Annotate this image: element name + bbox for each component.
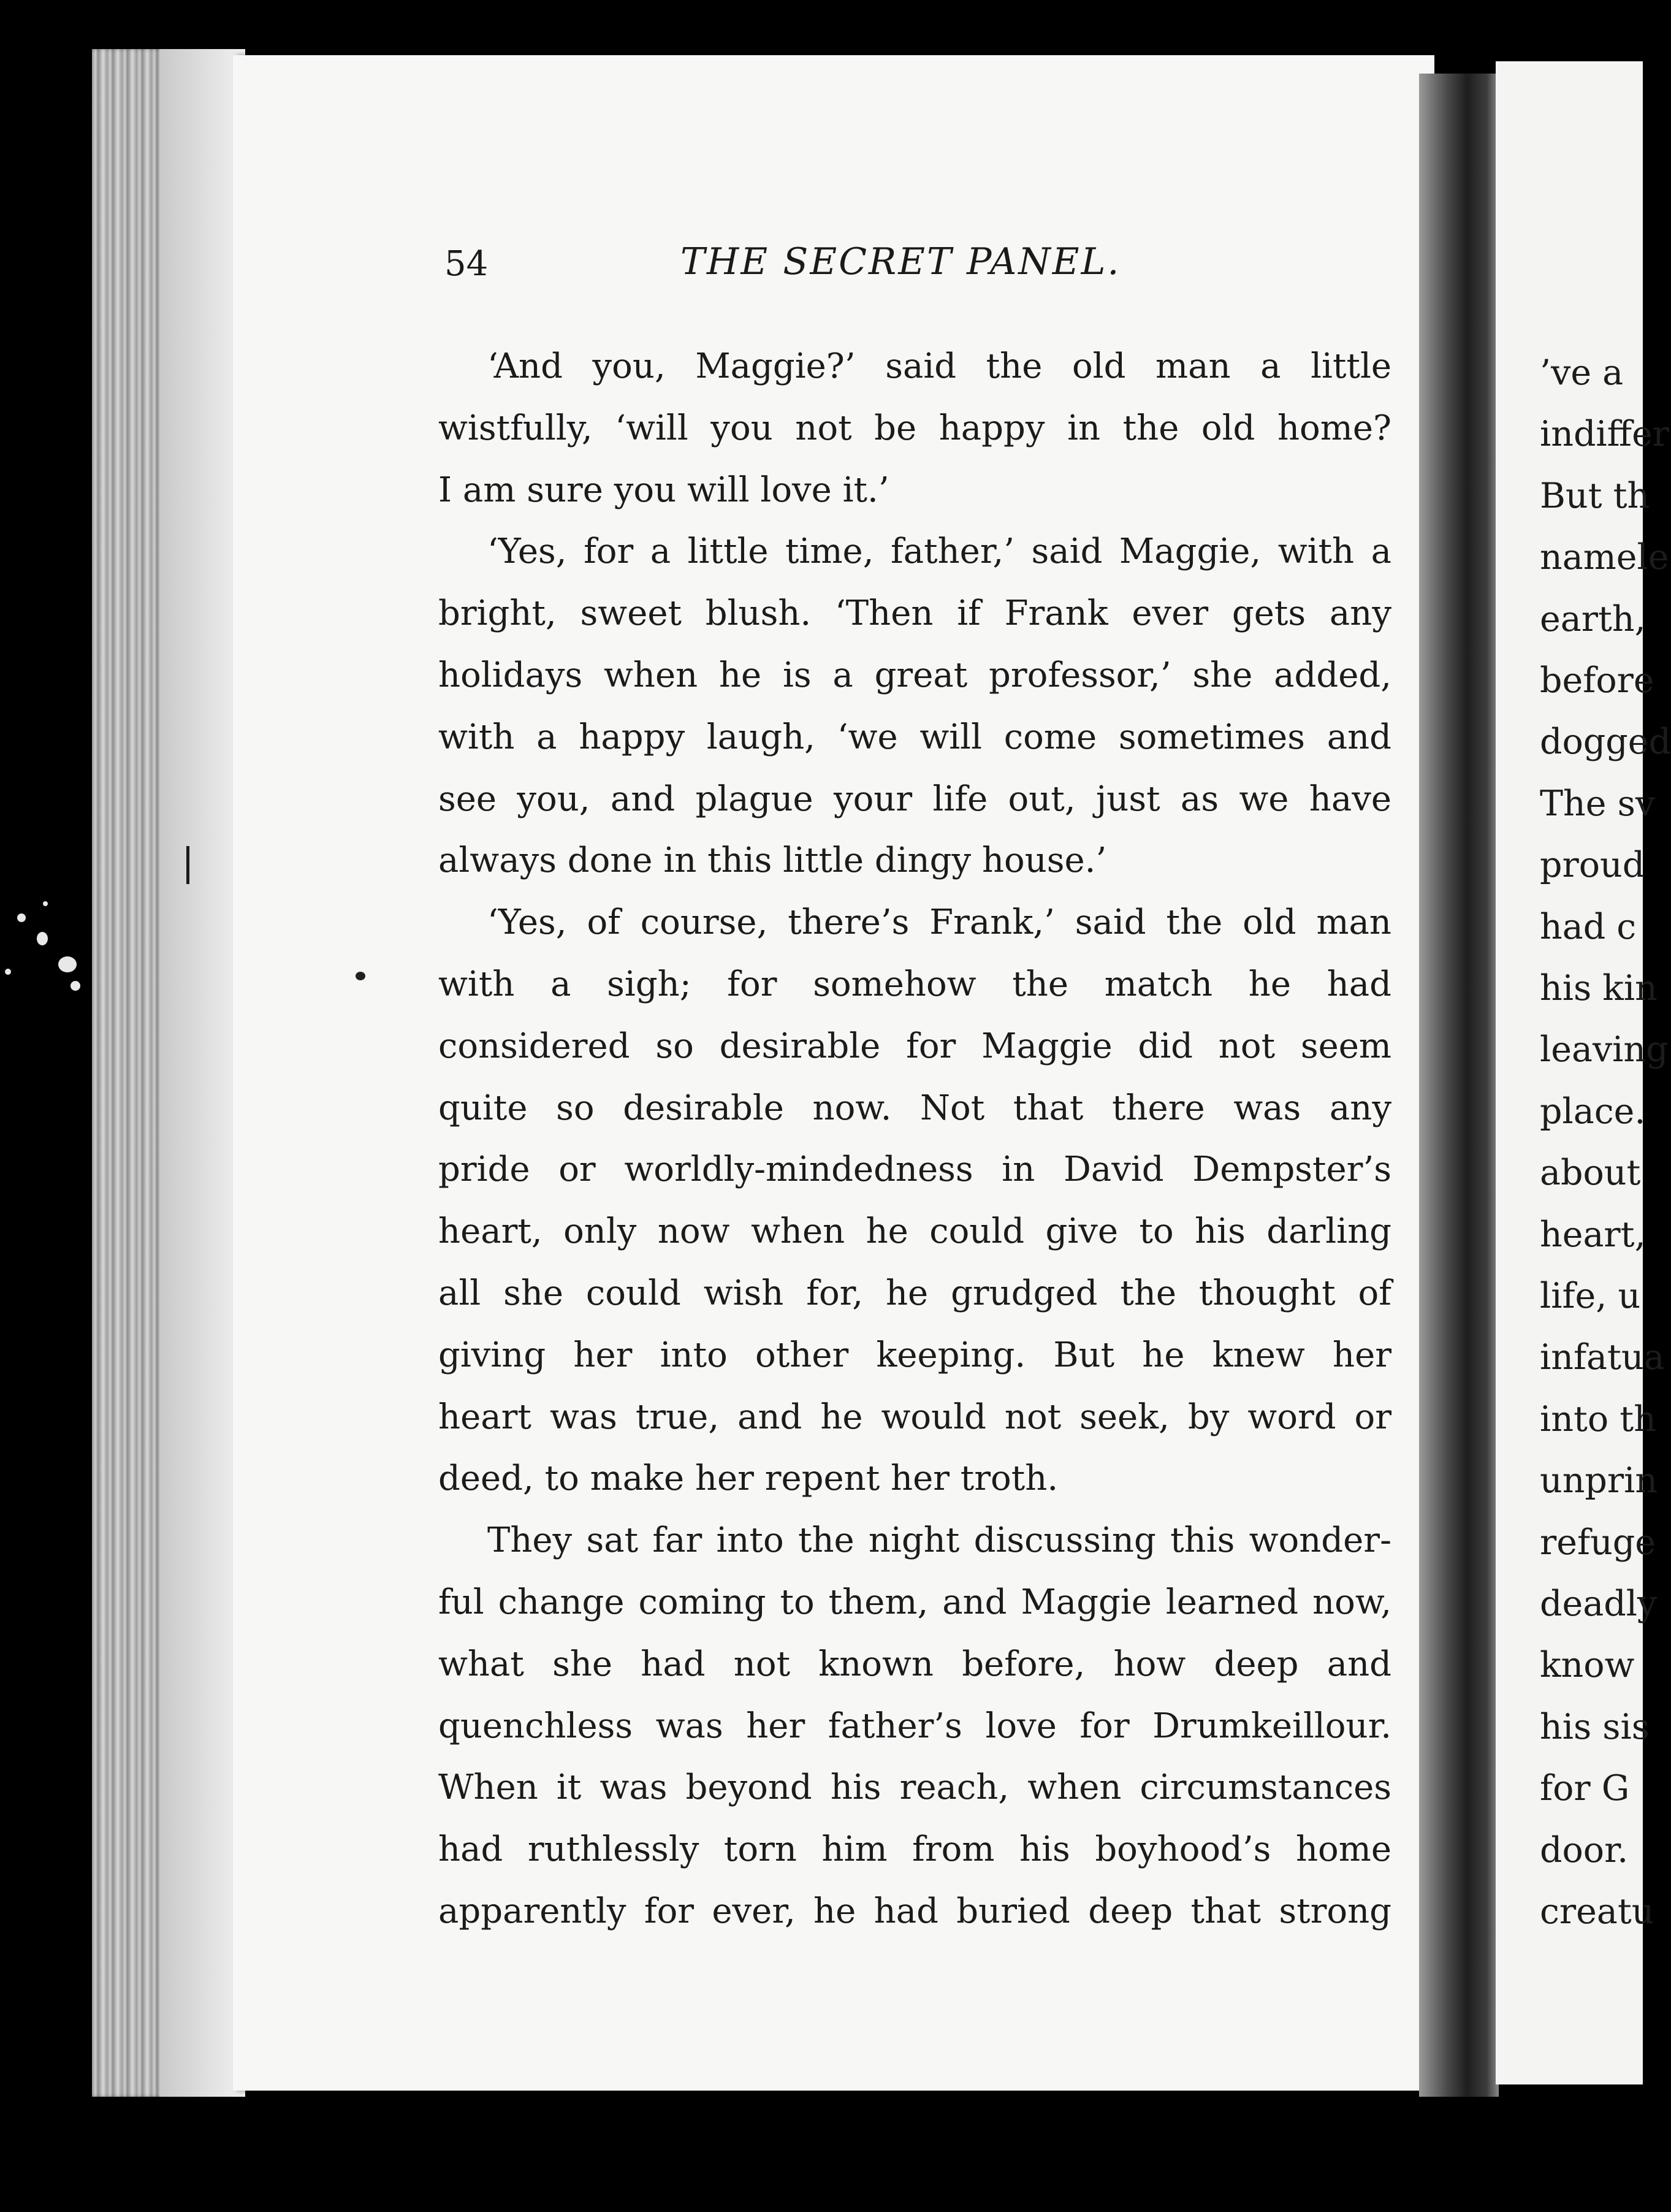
facing-page-line: his kin — [1540, 968, 1658, 1009]
text-line: ful change coming to them, and Maggie learned now, — [438, 1582, 1391, 1622]
text-line: heart was true, and he would not seek, by word or — [438, 1397, 1391, 1437]
facing-page-line: infatua — [1540, 1337, 1665, 1378]
facing-page-line: earth, — [1540, 598, 1646, 639]
margin-ink-dot — [356, 972, 365, 980]
facing-page-line: had c — [1540, 906, 1637, 947]
facing-page — [1496, 61, 1671, 2084]
text-line: ‘Yes, of course, there’s Frank,’ said the old man — [487, 902, 1391, 943]
text-line: what she had not known before, how deep and — [438, 1644, 1391, 1684]
text-line: When it was beyond his reach, when circumstances — [438, 1768, 1391, 1808]
facing-page-line: about — [1540, 1153, 1641, 1194]
text-line: had ruthlessly torn him from his boyhood’s home — [438, 1829, 1391, 1870]
text-line: with a happy laugh, ‘we will come sometimes and — [438, 717, 1391, 757]
text-line: bright, sweet blush. ‘Then if Frank ever gets any — [438, 593, 1391, 634]
facing-page-line: door. — [1540, 1829, 1629, 1871]
facing-page-line: dogged — [1540, 722, 1671, 763]
text-line: always done in this little dingy house.’ — [438, 841, 1107, 881]
facing-page-line: creatu — [1540, 1891, 1654, 1932]
text-line: wistfully, ‘will you not be happy in the old home? — [438, 408, 1391, 448]
scan-speck — [37, 932, 48, 945]
text-line: apparently for ever, he had buried deep that strong — [438, 1891, 1391, 1931]
page-number: 54 — [444, 244, 489, 284]
text-line: quite so desirable now. Not that there was any — [438, 1088, 1391, 1128]
facing-page-line: indiffer — [1540, 414, 1670, 455]
facing-page-line: deadly — [1540, 1584, 1658, 1624]
text-line: deed, to make her repent her troth. — [438, 1459, 1059, 1499]
facing-page-line: leaving — [1540, 1029, 1669, 1070]
scan-speck — [43, 901, 48, 906]
facing-page-line: But th — [1540, 475, 1650, 516]
text-line: I am sure you will love it.’ — [438, 470, 889, 510]
scan-speck — [17, 913, 26, 922]
margin-mark — [186, 846, 189, 884]
text-line: with a sigh; for somehow the match he had — [438, 964, 1391, 1004]
facing-page-line: into th — [1540, 1398, 1656, 1440]
text-line: quenchless was her father’s love for Drumkeillour. — [438, 1706, 1391, 1746]
book-gutter-shadow — [1419, 74, 1499, 2097]
text-line: holidays when he is a great professor,’ she added, — [438, 655, 1391, 695]
text-line: giving her into other keeping. But he knew her — [438, 1335, 1391, 1375]
text-line: all she could wish for, he grudged the thought of — [438, 1273, 1391, 1313]
facing-page-line: namele — [1540, 537, 1669, 578]
facing-page-line: The sv — [1540, 783, 1656, 824]
scan-speck — [70, 981, 80, 991]
running-title: THE SECRET PANEL. — [680, 240, 1121, 283]
scan-speck — [5, 969, 11, 975]
scan-speck — [58, 956, 77, 972]
facing-page-line: place. — [1540, 1091, 1646, 1132]
text-line: heart, only now when he could give to his darling — [438, 1211, 1391, 1252]
facing-page-line: proud — [1540, 845, 1645, 886]
text-line: considered so desirable for Maggie did not seem — [438, 1026, 1391, 1066]
facing-page-line: refuge — [1540, 1522, 1656, 1563]
facing-page-line: life, u — [1540, 1276, 1641, 1316]
facing-page-line: ’ve a — [1540, 353, 1624, 393]
page-edge-stack — [92, 49, 245, 2097]
facing-page-line: heart, — [1540, 1214, 1646, 1255]
facing-page-line: for G — [1540, 1768, 1630, 1809]
text-line: They sat far into the night discussing this wonder- — [487, 1520, 1391, 1561]
text-line: ‘Yes, for a little time, father,’ said Maggie, with a — [487, 532, 1391, 572]
facing-page-line: know — [1540, 1645, 1635, 1686]
facing-page-line: before — [1540, 660, 1654, 701]
body-text — [438, 336, 1391, 1943]
text-line: pride or worldly-mindedness in David Dempster’s — [438, 1150, 1391, 1190]
facing-page-line: unprin — [1540, 1460, 1658, 1501]
facing-page-line: his sis — [1540, 1706, 1650, 1747]
text-line: see you, and plague your life out, just as we have — [438, 779, 1391, 819]
text-line: ‘And you, Maggie?’ said the old man a little — [487, 346, 1391, 386]
